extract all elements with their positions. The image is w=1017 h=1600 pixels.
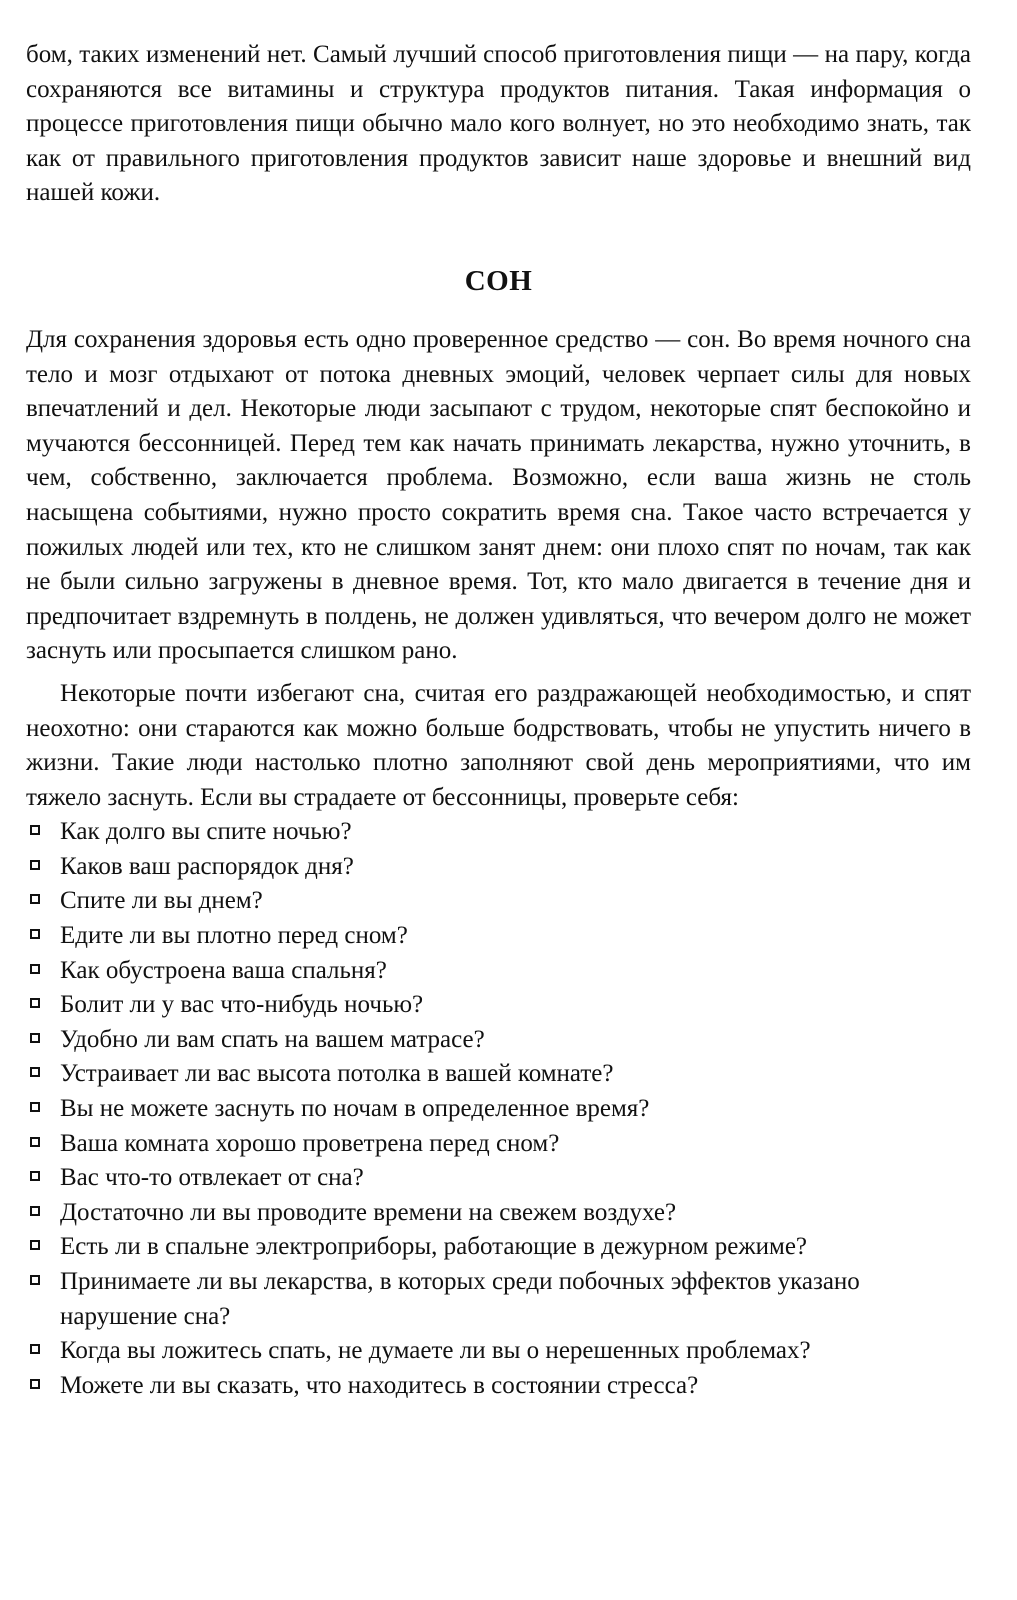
list-item [26,1265,971,1334]
book-page [26,38,971,1403]
list-item [26,850,971,885]
list-item [26,1023,971,1058]
list-item [26,1230,971,1265]
checkbox-square-icon [30,1033,40,1043]
list-item [26,1092,971,1127]
list-item [26,1057,971,1092]
checkbox-square-icon [30,825,40,835]
list-item-text: Болит ли у вас что-нибудь ночью? [60,991,424,1019]
list-item [26,1127,971,1162]
list-item-text: Как обустроена ваша спальня? [60,956,387,984]
checkbox-square-icon [30,1137,40,1147]
list-item [26,884,971,919]
checkbox-square-icon [30,964,40,974]
list-item [26,815,971,850]
checkbox-square-icon [30,1206,40,1216]
paragraph-sleep-avoidance: Некоторые почти избегают сна, считая его раздражающей необходимостью, и спят неохотно: они стараются как можно больше бодрствовать, чтобы не упустить ничего в жизни. Такие люди настолько плотно заполняют свой день мероприятиями, что им тяжело заснуть. Если вы страдаете от бессонницы, проверьте себя: [26,679,971,811]
intro-paragraph: бом, таких изменений нет. Самый лучший способ приготовления пищи — на пару, когда сохраняются все витамины и структура продуктов питания. Такая информация о процессе приготовления пищи обычно мало кого волнует, но это необходимо знать, так как от правильного приготовления продуктов зависит наше здоровье и внешний вид нашей кожи. [26,41,971,207]
list-item-text: Можете ли вы сказать, что находитесь в состоянии стресса? [60,1371,699,1399]
checkbox-square-icon [30,1275,40,1285]
list-item [26,1196,971,1231]
list-item [26,1369,971,1404]
list-item [26,1334,971,1369]
checkbox-square-icon [30,929,40,939]
list-item-text: Удобно ли вам спать на вашем матрасе? [60,1025,485,1053]
list-item [26,954,971,989]
list-item [26,1161,971,1196]
checkbox-square-icon [30,998,40,1008]
checkbox-square-icon [30,1240,40,1250]
list-item-text: Вы не можете заснуть по ночам в определенное время? [60,1095,650,1123]
list-item [26,988,971,1023]
list-item-text: Когда вы ложитесь спать, не думаете ли вы о нерешенных проблемах? [60,1337,811,1365]
checkbox-square-icon [30,860,40,870]
list-item-text: Есть ли в спальне электроприборы, работающие в дежурном режиме? [60,1233,808,1261]
list-item-text: Достаточно ли вы проводите времени на свежем воздухе? [60,1198,677,1226]
checkbox-square-icon [30,1379,40,1389]
list-item-text: Как долго вы спите ночью? [60,818,352,846]
list-item-text: Вас что-то отвлекает от сна? [60,1164,364,1192]
list-item-text: Едите ли вы плотно перед сном? [60,922,408,950]
self-check-list [26,815,971,1403]
list-item-text: Принимаете ли вы лекарства, в которых среди побочных эффектов указано нарушение сна? [60,1268,860,1330]
checkbox-square-icon [30,1171,40,1181]
checkbox-square-icon [30,894,40,904]
section-title: СОН [464,264,533,297]
paragraph-sleep-intro: Для сохранения здоровья есть одно проверенное средство — сон. Во время ночного сна тело и мозг отдыхают от потока дневных эмоций, человек черпает силы для новых впечатлений и дел. Некоторые люди засыпают с трудом, некоторые спят беспокойно и мучаются бессонницей. Перед тем как начать принимать лекарства, нужно уточнить, в чем, собственно, заключается проблема. Возможно, если ваша жизнь не столь насыщена событиями, нужно просто сократить время сна. Такое часто встречается у пожилых людей или тех, кто не слишком занят днем: они плохо спят по ночам, так как не были сильно загружены в дневное время. Тот, кто мало двигается в течение дня и предпочитает вздремнуть в полдень, не должен удивляться, что вечером долго не может заснуть или просыпается слишком рано. [26,325,971,665]
list-item [26,919,971,954]
checkbox-square-icon [30,1102,40,1112]
list-item-text: Спите ли вы днем? [60,887,263,915]
list-item-text: Каков ваш распорядок дня? [60,852,354,880]
list-item-text: Устраивает ли вас высота потолка в вашей комнате? [60,1060,614,1088]
checkbox-square-icon [30,1067,40,1077]
list-item-text: Ваша комната хорошо проветрена перед сном? [60,1129,560,1157]
checkbox-square-icon [30,1344,40,1354]
